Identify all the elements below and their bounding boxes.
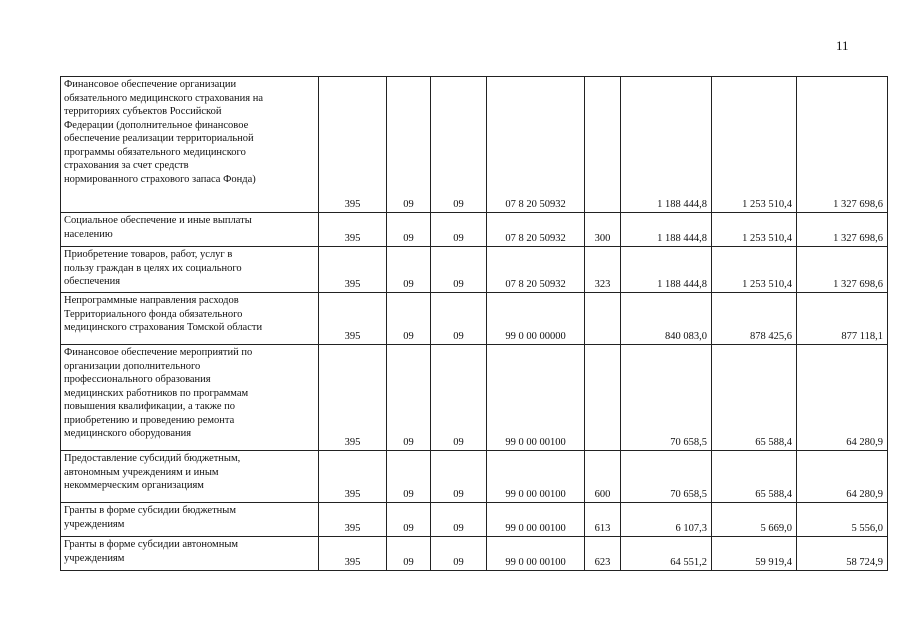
cell-expense-type — [585, 293, 621, 345]
cell-ministry: 395 — [319, 293, 387, 345]
row-description: Финансовое обеспечение организации обязательного медицинского страхования на территориях субъектов Российской Федерации (дополнительное финансовое обеспечение реализации территориальной программы обязательного медицинского страхования за счет средств нормированного страхового запаса Фонда) — [64, 79, 263, 185]
cell-expense-type: 300 — [585, 213, 621, 247]
cell-amount-1: 840 083,0 — [621, 293, 712, 345]
cell-amount-2: 65 588,4 — [712, 451, 797, 503]
cell-ministry: 395 — [319, 345, 387, 451]
table-row — [61, 345, 888, 451]
cell-subsection: 09 — [431, 537, 487, 571]
row-description: Гранты в форме субсидии автономным учреждениям — [64, 539, 239, 564]
row-description: Финансовое обеспечение мероприятий по организации дополнительного профессионального образования медицинских работников по программам повышения квалификации, а также по приобретению и проведению ремонта медицинского оборудования — [64, 347, 253, 439]
cell-target-article: 99 0 00 00100 — [487, 537, 585, 571]
cell-amount-1: 70 658,5 — [621, 451, 712, 503]
cell-subsection: 09 — [431, 247, 487, 293]
row-description: Гранты в форме субсидии бюджетным учреждениям — [64, 505, 237, 530]
cell-amount-1: 64 551,2 — [621, 537, 712, 571]
cell-amount-2: 65 588,4 — [712, 345, 797, 451]
cell-amount-3: 64 280,9 — [797, 451, 888, 503]
table-row — [61, 537, 888, 571]
cell-target-article: 07 8 20 50932 — [487, 77, 585, 213]
row-description: Предоставление субсидий бюджетным, автономным учреждениям и иным некоммерческим организациям — [64, 453, 241, 491]
cell-subsection: 09 — [431, 213, 487, 247]
cell-amount-2: 1 253 510,4 — [712, 213, 797, 247]
page-number: 11 — [836, 38, 849, 53]
cell-section: 09 — [387, 247, 431, 293]
cell-amount-1: 1 188 444,8 — [621, 77, 712, 213]
cell-ministry: 395 — [319, 451, 387, 503]
cell-description — [61, 537, 319, 571]
cell-description — [61, 345, 319, 451]
budget-table — [60, 76, 888, 571]
cell-amount-3: 58 724,9 — [797, 537, 888, 571]
cell-ministry: 395 — [319, 213, 387, 247]
cell-subsection: 09 — [431, 503, 487, 537]
cell-expense-type: 600 — [585, 451, 621, 503]
cell-ministry: 395 — [319, 77, 387, 213]
cell-amount-2: 5 669,0 — [712, 503, 797, 537]
cell-description — [61, 247, 319, 293]
cell-section: 09 — [387, 77, 431, 213]
cell-expense-type — [585, 345, 621, 451]
cell-amount-1: 1 188 444,8 — [621, 247, 712, 293]
cell-section: 09 — [387, 537, 431, 571]
cell-amount-3: 877 118,1 — [797, 293, 888, 345]
cell-target-article: 99 0 00 00100 — [487, 451, 585, 503]
cell-amount-3: 64 280,9 — [797, 345, 888, 451]
cell-amount-3: 1 327 698,6 — [797, 213, 888, 247]
cell-section: 09 — [387, 293, 431, 345]
cell-ministry: 395 — [319, 503, 387, 537]
table-row — [61, 503, 888, 537]
table-row — [61, 77, 888, 213]
cell-amount-1: 1 188 444,8 — [621, 213, 712, 247]
cell-subsection: 09 — [431, 451, 487, 503]
cell-target-article: 07 8 20 50932 — [487, 213, 585, 247]
cell-amount-2: 1 253 510,4 — [712, 77, 797, 213]
cell-ministry: 395 — [319, 537, 387, 571]
table-row — [61, 293, 888, 345]
cell-description — [61, 451, 319, 503]
cell-amount-1: 6 107,3 — [621, 503, 712, 537]
table-row — [61, 451, 888, 503]
cell-description — [61, 77, 319, 213]
row-description: Социальное обеспечение и иные выплаты населению — [64, 215, 252, 240]
cell-amount-3: 5 556,0 — [797, 503, 888, 537]
cell-expense-type: 623 — [585, 537, 621, 571]
row-description: Непрограммные направления расходов Территориального фонда обязательного медицинского страхования Томской области — [64, 295, 263, 333]
cell-subsection: 09 — [431, 293, 487, 345]
cell-subsection: 09 — [431, 77, 487, 213]
cell-expense-type — [585, 77, 621, 213]
cell-amount-3: 1 327 698,6 — [797, 77, 888, 213]
cell-target-article: 99 0 00 00100 — [487, 345, 585, 451]
cell-description — [61, 213, 319, 247]
cell-description — [61, 503, 319, 537]
cell-amount-2: 878 425,6 — [712, 293, 797, 345]
cell-section: 09 — [387, 503, 431, 537]
cell-subsection: 09 — [431, 345, 487, 451]
cell-ministry: 395 — [319, 247, 387, 293]
cell-description — [61, 293, 319, 345]
cell-amount-2: 59 919,4 — [712, 537, 797, 571]
cell-amount-3: 1 327 698,6 — [797, 247, 888, 293]
cell-expense-type: 613 — [585, 503, 621, 537]
cell-section: 09 — [387, 213, 431, 247]
table-row — [61, 213, 888, 247]
cell-target-article: 99 0 00 00100 — [487, 503, 585, 537]
cell-expense-type: 323 — [585, 247, 621, 293]
cell-target-article: 99 0 00 00000 — [487, 293, 585, 345]
cell-amount-1: 70 658,5 — [621, 345, 712, 451]
cell-section: 09 — [387, 451, 431, 503]
cell-amount-2: 1 253 510,4 — [712, 247, 797, 293]
table-row — [61, 247, 888, 293]
row-description: Приобретение товаров, работ, услуг в пользу граждан в целях их социального обеспечения — [64, 249, 242, 287]
cell-target-article: 07 8 20 50932 — [487, 247, 585, 293]
cell-section: 09 — [387, 345, 431, 451]
